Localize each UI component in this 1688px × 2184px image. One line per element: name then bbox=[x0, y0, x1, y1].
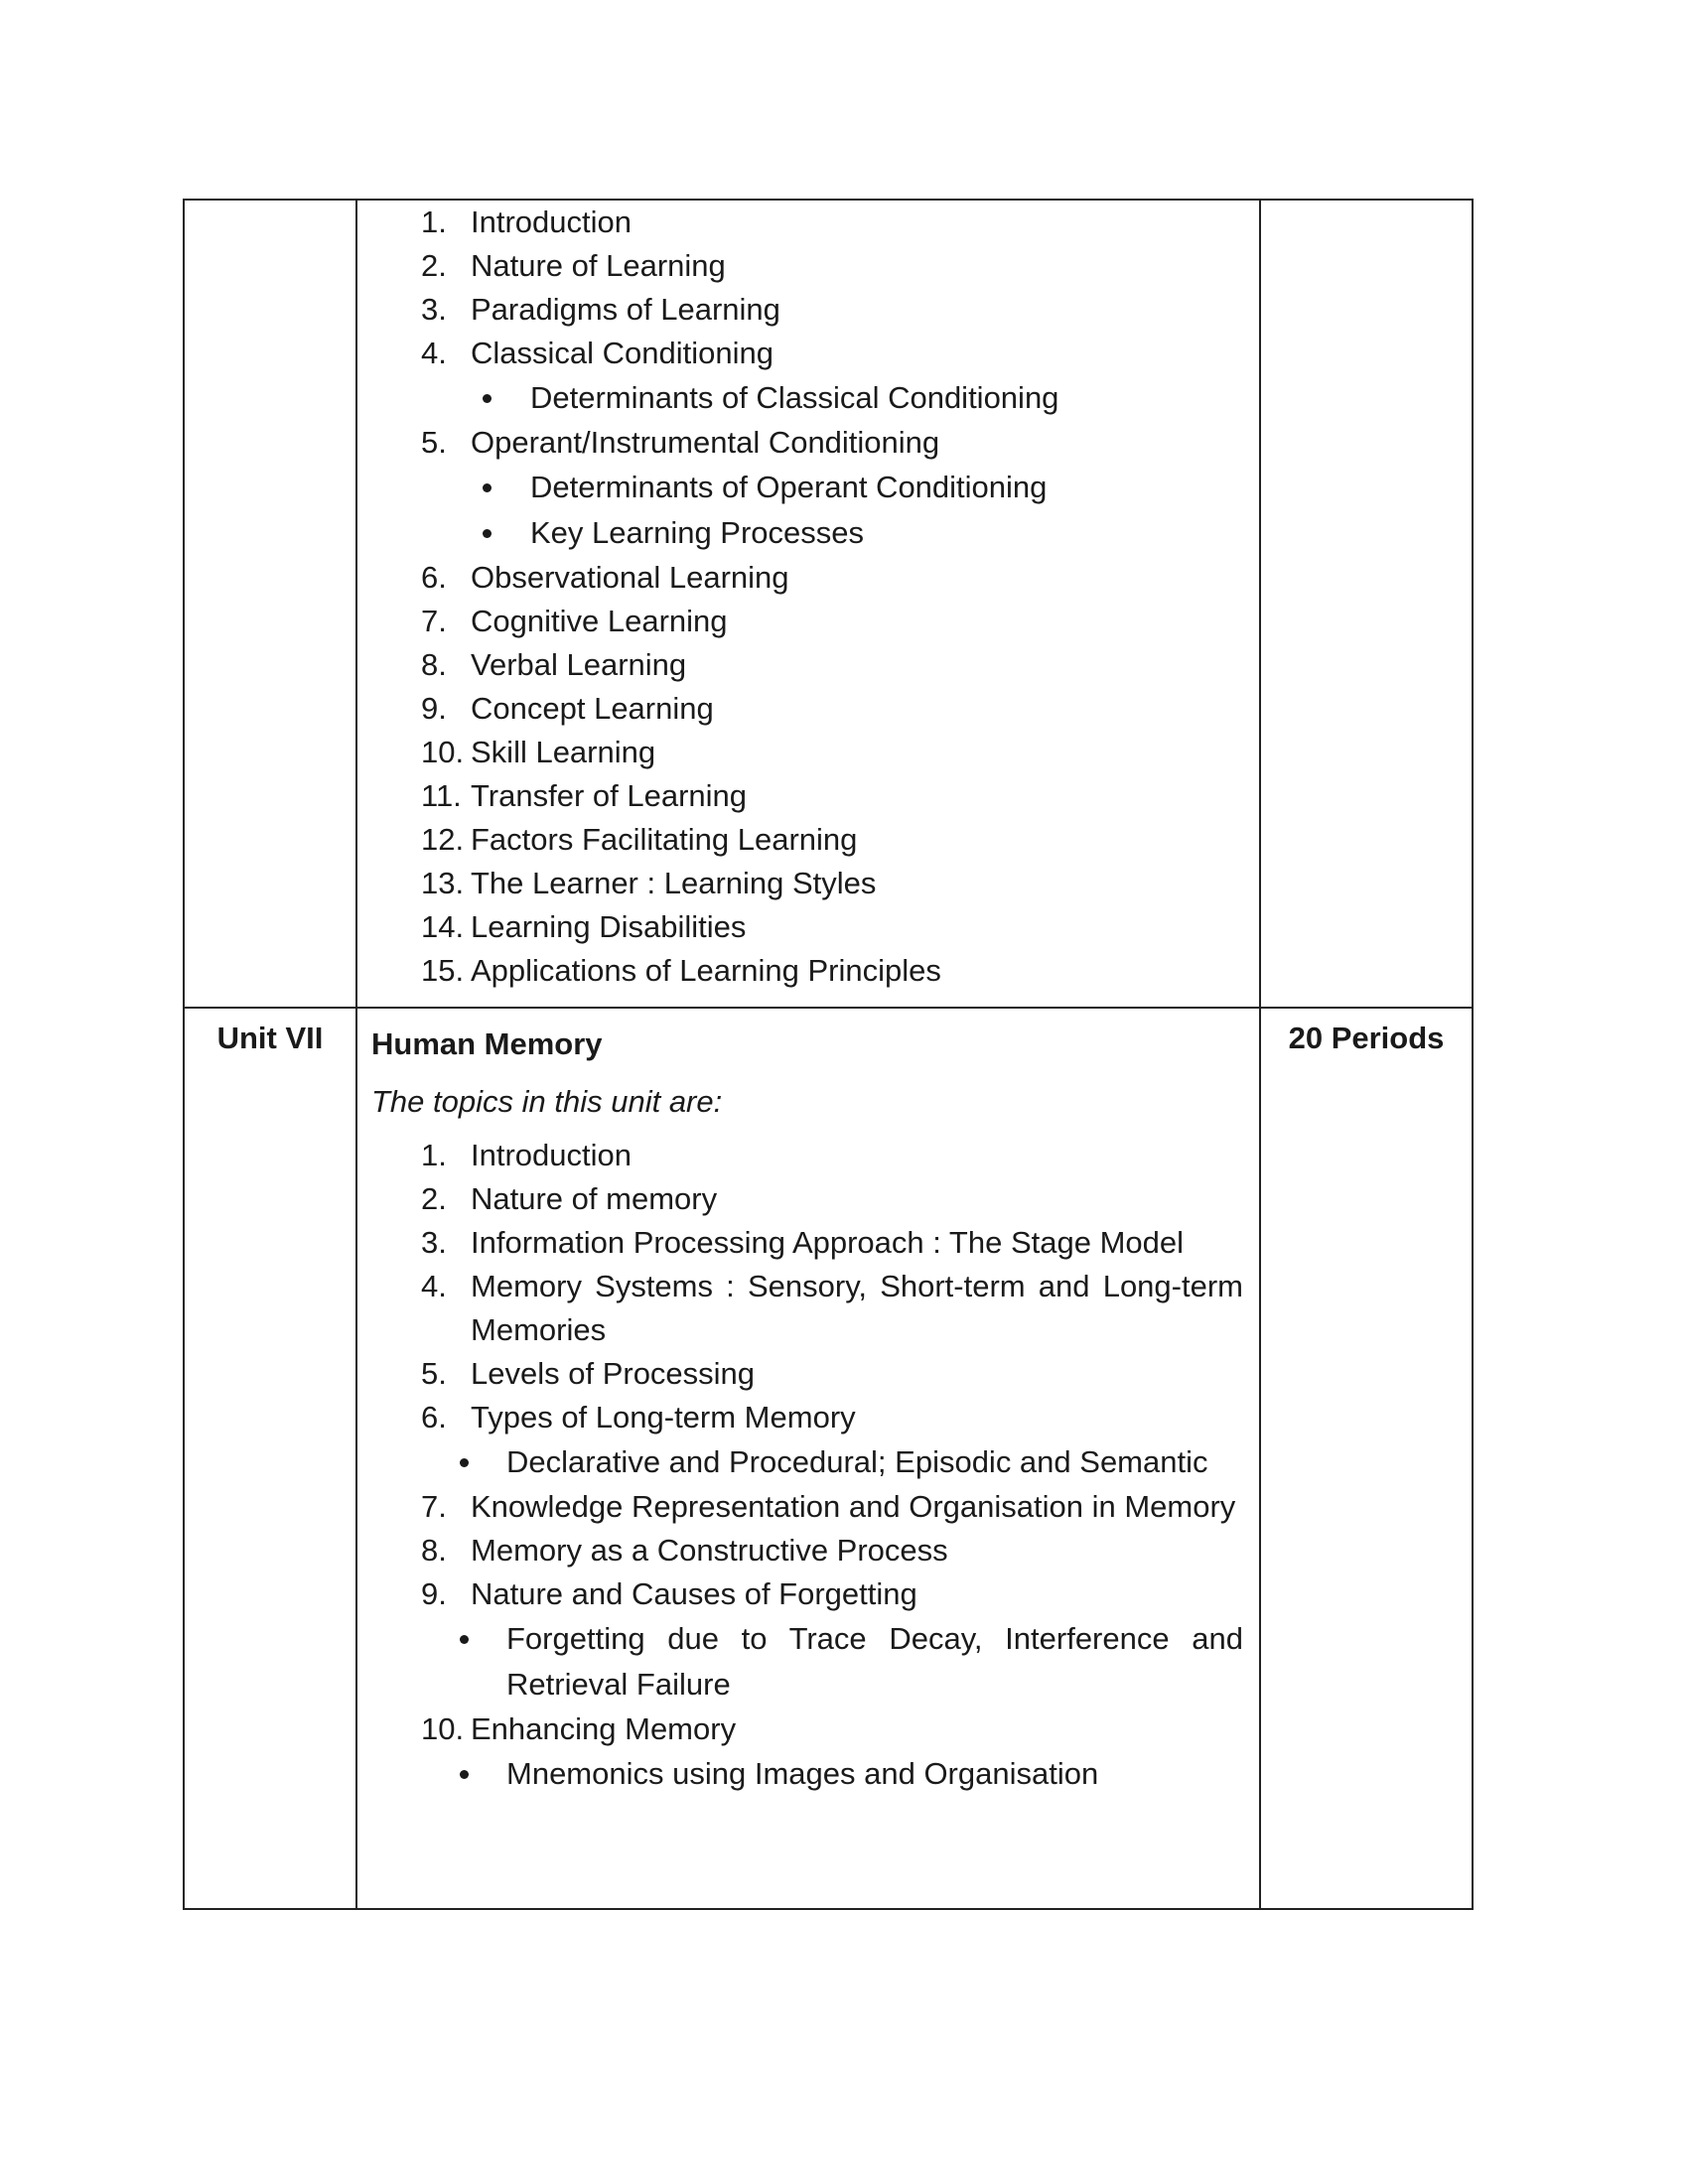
topic-item bbox=[357, 862, 1259, 905]
subtopic-list bbox=[357, 465, 1259, 556]
subtopic-item bbox=[357, 1439, 1259, 1485]
topic-number: 4. bbox=[421, 1269, 447, 1303]
topic-item bbox=[357, 288, 1259, 332]
subtopic-item bbox=[357, 1616, 1259, 1707]
topic-number: 4. bbox=[421, 336, 447, 370]
subtopic-text: Mnemonics using Images and Organisation bbox=[506, 1756, 1099, 1791]
unit-title: Human Memory bbox=[371, 1026, 603, 1061]
topic-number: 1. bbox=[421, 1138, 447, 1172]
topic-number: 12. bbox=[421, 822, 465, 857]
topic-number: 2. bbox=[421, 1181, 447, 1216]
subtopic-item bbox=[357, 465, 1259, 510]
subtopic-list bbox=[357, 1751, 1259, 1797]
topic-text: Paradigms of Learning bbox=[471, 292, 780, 327]
subtopic-group bbox=[357, 1751, 1259, 1797]
topic-text: Types of Long-term Memory bbox=[471, 1400, 856, 1434]
topic-item bbox=[357, 1352, 1259, 1396]
periods: 20 Periods bbox=[1288, 1021, 1445, 1055]
topic-text: Introduction bbox=[471, 1138, 632, 1172]
topic-number: 9. bbox=[421, 691, 447, 726]
topic-text: Operant/Instrumental Conditioning bbox=[471, 425, 940, 460]
topic-number: 10. bbox=[421, 735, 465, 769]
unit-vii-content-cell bbox=[356, 1008, 1260, 1909]
bullet-icon bbox=[460, 1770, 469, 1779]
syllabus-table bbox=[183, 199, 1474, 1910]
topic-item bbox=[357, 949, 1259, 993]
subtopic-group bbox=[357, 465, 1259, 556]
topic-item bbox=[357, 1177, 1259, 1221]
subtopic-item bbox=[357, 510, 1259, 556]
unit-vii-row bbox=[184, 1008, 1473, 1909]
topic-text: Applications of Learning Principles bbox=[471, 953, 941, 988]
topic-text: Concept Learning bbox=[471, 691, 714, 726]
topic-item bbox=[357, 1265, 1259, 1352]
topic-item bbox=[357, 1529, 1259, 1572]
unit-vi-label-cell bbox=[184, 200, 356, 1008]
topic-text: Transfer of Learning bbox=[471, 778, 748, 813]
bullet-icon bbox=[483, 529, 492, 538]
topic-text: Levels of Processing bbox=[471, 1356, 756, 1391]
topic-text: Classical Conditioning bbox=[471, 336, 774, 370]
topic-item bbox=[357, 556, 1259, 600]
subtopic-text: Forgetting due to Trace Decay, Interference and Retrieval Failure bbox=[506, 1621, 1243, 1702]
topic-text: Introduction bbox=[471, 205, 632, 239]
topic-text: Learning Disabilities bbox=[471, 909, 747, 944]
subtopic-item bbox=[357, 375, 1259, 421]
topic-item bbox=[357, 1707, 1259, 1751]
topic-text: Enhancing Memory bbox=[471, 1711, 737, 1746]
topic-number: 7. bbox=[421, 604, 447, 638]
bullet-icon bbox=[460, 1635, 469, 1644]
bullet-icon bbox=[460, 1458, 469, 1467]
topic-number: 14. bbox=[421, 909, 465, 944]
topic-number: 6. bbox=[421, 1400, 447, 1434]
unit-intro: The topics in this unit are: bbox=[371, 1084, 723, 1119]
subtopic-text: Declarative and Procedural; Episodic and Semantic bbox=[506, 1444, 1208, 1479]
unit-vii-topic-list bbox=[357, 1134, 1259, 1797]
topic-item bbox=[357, 687, 1259, 731]
topic-item bbox=[357, 600, 1259, 643]
subtopic-group bbox=[357, 375, 1259, 421]
topic-item bbox=[357, 332, 1259, 375]
unit-vi-content-cell bbox=[356, 200, 1260, 1008]
subtopic-text: Key Learning Processes bbox=[530, 515, 865, 550]
topic-text: Skill Learning bbox=[471, 735, 656, 769]
topic-text: Memory Systems : Sensory, Short-term and Long-term Memories bbox=[471, 1269, 1243, 1347]
topic-text: Cognitive Learning bbox=[471, 604, 728, 638]
unit-vii-label-cell bbox=[184, 1008, 356, 1909]
bullet-icon bbox=[483, 394, 492, 403]
topic-number: 11. bbox=[421, 778, 462, 813]
topic-item bbox=[357, 1396, 1259, 1439]
topic-text: Nature and Causes of Forgetting bbox=[471, 1576, 917, 1611]
topic-number: 1. bbox=[421, 205, 447, 239]
subtopic-text: Determinants of Operant Conditioning bbox=[530, 470, 1048, 504]
topic-item bbox=[357, 643, 1259, 687]
topic-item bbox=[357, 731, 1259, 774]
topic-number: 8. bbox=[421, 647, 447, 682]
subtopic-text: Determinants of Classical Conditioning bbox=[530, 380, 1059, 415]
topic-number: 3. bbox=[421, 1225, 447, 1260]
topic-item bbox=[357, 818, 1259, 862]
topic-item bbox=[357, 1572, 1259, 1616]
unit-vi-row bbox=[184, 200, 1473, 1008]
topic-text: Nature of memory bbox=[471, 1181, 718, 1216]
subtopic-list bbox=[357, 375, 1259, 421]
topic-number: 7. bbox=[421, 1489, 447, 1524]
topic-text: Observational Learning bbox=[471, 560, 789, 595]
topic-number: 13. bbox=[421, 866, 465, 900]
topic-text: The Learner : Learning Styles bbox=[471, 866, 877, 900]
topic-item bbox=[357, 905, 1259, 949]
unit-vi-periods-cell bbox=[1260, 200, 1473, 1008]
topic-number: 8. bbox=[421, 1533, 447, 1568]
topic-number: 2. bbox=[421, 248, 447, 283]
topic-number: 3. bbox=[421, 292, 447, 327]
topic-text: Nature of Learning bbox=[471, 248, 726, 283]
topic-text: Verbal Learning bbox=[471, 647, 687, 682]
topic-number: 15. bbox=[421, 953, 465, 988]
topic-text: Information Processing Approach : The Stage Model bbox=[471, 1225, 1185, 1260]
topic-number: 5. bbox=[421, 1356, 447, 1391]
topic-number: 6. bbox=[421, 560, 447, 595]
topic-text: Factors Facilitating Learning bbox=[471, 822, 858, 857]
topic-number: 5. bbox=[421, 425, 447, 460]
topic-text: Memory as a Constructive Process bbox=[471, 1533, 948, 1568]
topic-item bbox=[357, 1221, 1259, 1265]
unit-vii-periods-cell bbox=[1260, 1008, 1473, 1909]
subtopic-item bbox=[357, 1751, 1259, 1797]
subtopic-list bbox=[357, 1439, 1259, 1485]
bullet-icon bbox=[483, 483, 492, 492]
subtopic-list bbox=[357, 1616, 1259, 1707]
topic-item bbox=[357, 1134, 1259, 1177]
topic-item bbox=[357, 774, 1259, 818]
topic-text: Knowledge Representation and Organisation in Memory bbox=[471, 1489, 1236, 1524]
subtopic-group bbox=[357, 1439, 1259, 1485]
subtopic-group bbox=[357, 1616, 1259, 1707]
topic-item bbox=[357, 1485, 1259, 1529]
topic-item bbox=[357, 201, 1259, 244]
unit-vi-topic-list bbox=[357, 201, 1259, 993]
topic-number: 9. bbox=[421, 1576, 447, 1611]
topic-item bbox=[357, 244, 1259, 288]
unit-label: Unit VII bbox=[216, 1021, 324, 1055]
topic-number: 10. bbox=[421, 1711, 465, 1746]
topic-item bbox=[357, 421, 1259, 465]
